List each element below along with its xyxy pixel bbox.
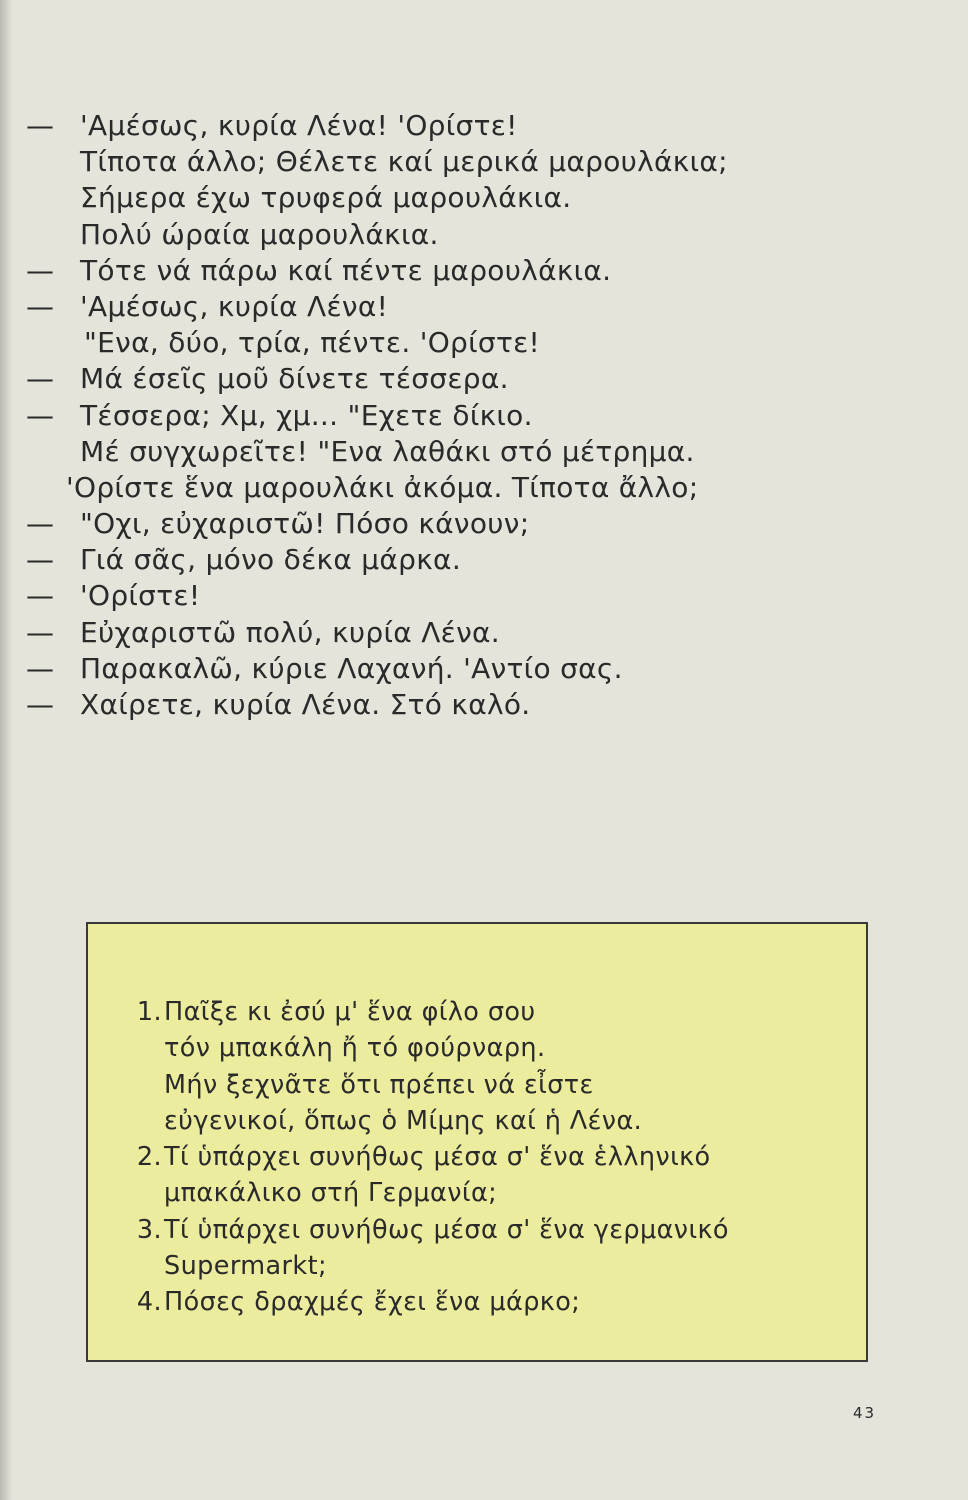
dialogue-line-text: Χαίρετε, κυρία Λένα. Στό καλό. <box>80 688 531 721</box>
dialogue-line-text: 'Αμέσως, κυρία Λένα! <box>80 289 389 323</box>
dialogue-dash: — <box>26 362 55 396</box>
dialogue-line-text: Εὐχαριστῶ πολύ, κυρία Λένα. <box>80 615 500 649</box>
dialogue-dash: — <box>26 253 55 287</box>
exercise-text: Πόσες δραχμές ἔχει ἕνα μάρκο; <box>164 1287 581 1318</box>
dialogue-dash: — <box>26 651 55 685</box>
dialogue-dash: — <box>26 507 55 541</box>
exercise-number: 1. <box>136 997 162 1027</box>
exercise-text: Τί ὑπάρχει συνήθως μέσα σ' ἕνα γερμανικό <box>164 1214 729 1245</box>
exercise-number: 3. <box>136 1214 162 1245</box>
dialogue-line-text: Πολύ ώραία μαρουλάκια. <box>80 217 439 251</box>
dialogue-line-text: Σήμερα έχω τρυφερά μαρουλάκια. <box>80 181 572 215</box>
dialogue-line-text: "Ενα, δύο, τρία, πέντε. 'Ορίστε! <box>84 326 541 360</box>
exercise-number: 4. <box>136 1287 162 1318</box>
dialogue-line-text: Τότε νά πάρω καί πέντε μαρουλάκια. <box>80 253 612 287</box>
dialogue-line-text: Μέ συγχωρεῖτε! "Ενα λαθάκι στό μέτρημα. <box>80 434 695 468</box>
page-binding-edge <box>0 0 12 1500</box>
exercise-text: Τί ὑπάρχει συνήθως μέσα σ' ἕνα ἑλληνικό <box>164 1142 711 1173</box>
exercise-text: τόν μπακάλη ἤ τό φούρναρη. <box>164 1033 546 1064</box>
exercise-text: μπακάλικο στή Γερμανία; <box>164 1178 498 1209</box>
dialogue-line-text: 'Ορίστε ἕνα μαρουλάκι ἀκόμα. Τίποτα ἄλλο; <box>66 470 699 504</box>
dialogue-dash: — <box>26 579 55 613</box>
dialogue-line-text: Τέσσερα; Χμ, χμ... "Εχετε δίκιο. <box>80 398 533 432</box>
exercise-number: 2. <box>136 1142 162 1173</box>
exercise-text: Supermarkt; <box>164 1251 327 1282</box>
dialogue-line-text: "Οχι, εὐχαριστῶ! Πόσο κάνουν; <box>80 507 530 541</box>
dialogue-dash: — <box>26 289 55 323</box>
dialogue-dash: — <box>26 398 55 432</box>
dialogue-line-text: Μά έσεῖς μοῦ δίνετε τέσσερα. <box>80 362 509 396</box>
exercise-text: Παῖξε κι ἐσύ μ' ἕνα φίλο σου <box>164 997 536 1027</box>
dialogue-line-text: 'Αμέσως, κυρία Λένα! 'Ορίστε! <box>80 109 518 142</box>
dialogue-dash: — <box>26 543 55 577</box>
exercise-text: Μήν ξεχνᾶτε ὅτι πρέπει νά εἶστε <box>164 1069 594 1100</box>
exercise-text: εὐγενικοί, ὅπως ὁ Μίμης καί ἡ Λένα. <box>164 1105 643 1136</box>
dialogue-line-text: Γιά σᾶς, μόνο δέκα μάρκα. <box>80 543 462 577</box>
dialogue-dash: — <box>26 615 55 649</box>
exercise-box <box>86 922 868 1362</box>
dialogue-line-text: Παρακαλῶ, κύριε Λαχανή. 'Αντίο σας. <box>80 651 623 685</box>
dialogue-line-text: Τίποτα άλλο; Θέλετε καί μερικά μαρουλάκια; <box>80 145 728 179</box>
dialogue-line-text: 'Ορίστε! <box>80 579 201 613</box>
dialogue-dash: — <box>26 688 55 721</box>
page-number: 43 <box>853 1404 877 1422</box>
dialogue-dash: — <box>26 109 55 142</box>
